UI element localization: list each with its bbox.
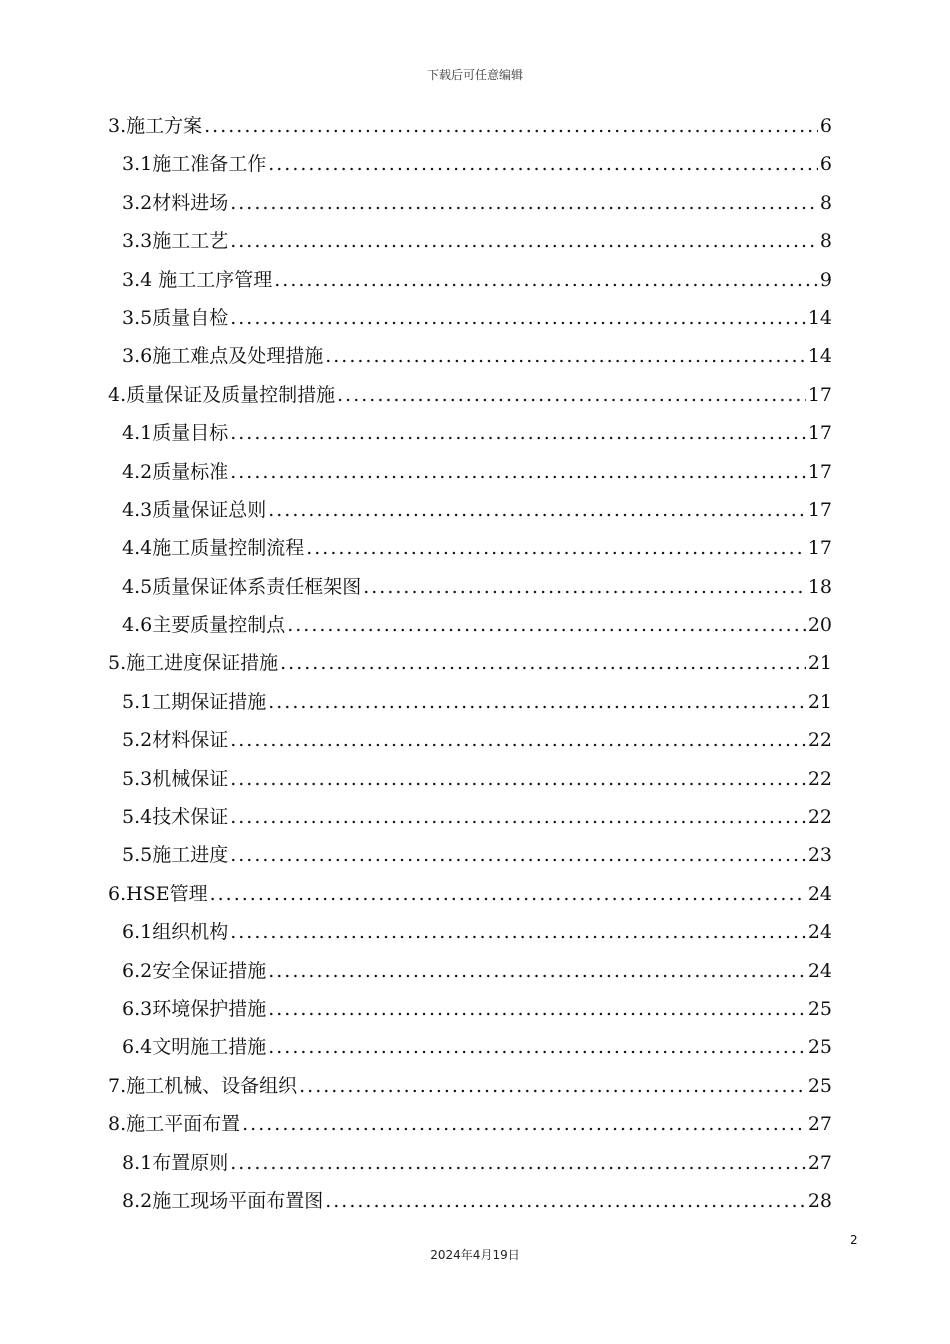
toc-dot-leader — [230, 913, 806, 951]
toc-entry[interactable] — [108, 606, 832, 644]
toc-entry[interactable] — [108, 491, 832, 529]
toc-entry-page: 27 — [807, 1151, 832, 1174]
toc-entry[interactable] — [108, 222, 832, 260]
toc-entry-label: 4.6主要质量控制点 — [122, 614, 286, 637]
toc-dot-leader — [230, 798, 806, 836]
toc-dot-leader — [287, 606, 806, 644]
toc-dot-leader — [325, 1182, 806, 1220]
toc-dot-leader — [230, 222, 818, 260]
page-header: 下载后可任意编辑 — [426, 68, 523, 82]
toc-entry[interactable] — [108, 299, 832, 337]
toc-entry[interactable] — [108, 1028, 832, 1066]
toc-entry-label: 4.2质量标准 — [122, 460, 229, 483]
toc-dot-leader — [325, 337, 806, 375]
toc-entry[interactable] — [108, 836, 832, 874]
toc-entry-label: 5.5施工进度 — [122, 844, 229, 867]
toc-entry[interactable] — [108, 990, 832, 1028]
toc-dot-leader — [268, 491, 806, 529]
page-footer-date: 2024年4月19日 — [430, 1248, 520, 1262]
toc-entry-page: 17 — [807, 422, 832, 445]
toc-entry-page: 17 — [807, 537, 832, 560]
toc-entry-page: 22 — [807, 729, 832, 752]
toc-entry-label: 4.5质量保证体系责任框架图 — [122, 575, 362, 598]
toc-entry-label: 3.1施工准备工作 — [122, 153, 267, 176]
toc-entry-label: 7.施工机械、设备组织 — [108, 1074, 298, 1097]
page-number: 2 — [850, 1233, 858, 1247]
toc-dot-leader — [268, 683, 806, 721]
toc-entry-page: 17 — [807, 460, 832, 483]
toc-entry[interactable] — [108, 337, 832, 375]
toc-entry-label: 6.1组织机构 — [122, 921, 229, 944]
toc-entry-label: 3.施工方案 — [108, 115, 203, 137]
toc-entry-page: 17 — [807, 383, 832, 406]
toc-entry-page: 6 — [819, 153, 832, 176]
toc-dot-leader — [230, 414, 806, 452]
toc-entry-label: 5.1工期保证措施 — [122, 690, 267, 713]
toc-dot-leader — [210, 875, 806, 913]
toc-entry-page: 6 — [819, 115, 832, 137]
toc-dot-leader — [268, 1028, 806, 1066]
toc-entry[interactable] — [108, 376, 832, 414]
toc-entry[interactable] — [108, 798, 832, 836]
toc-dot-leader — [337, 376, 806, 414]
toc-entry[interactable] — [108, 184, 832, 222]
toc-entry-page: 24 — [807, 959, 832, 982]
toc-dot-leader — [230, 721, 806, 759]
toc-dot-leader — [230, 299, 806, 337]
toc-entry[interactable] — [108, 453, 832, 491]
toc-entry-label: 5.3机械保证 — [122, 767, 229, 790]
toc-dot-leader — [268, 990, 806, 1028]
toc-entry-label: 5.2材料保证 — [122, 729, 229, 752]
toc-entry-page: 22 — [807, 767, 832, 790]
toc-entry-page: 8 — [819, 230, 832, 253]
toc-dot-leader — [230, 760, 806, 798]
toc-entry-label: 4.质量保证及质量控制措施 — [108, 383, 336, 406]
toc-entry-page: 28 — [807, 1189, 832, 1212]
toc-dot-leader — [274, 261, 818, 299]
toc-entry[interactable] — [108, 414, 832, 452]
toc-entry-page: 23 — [807, 844, 832, 867]
toc-entry-label: 3.6施工难点及处理措施 — [122, 345, 324, 368]
toc-dot-leader — [230, 1144, 806, 1182]
toc-dot-leader — [268, 952, 806, 990]
toc-entry-label: 3.5质量自检 — [122, 306, 229, 329]
toc-entry-page: 25 — [807, 997, 832, 1020]
toc-entry-label: 4.3质量保证总则 — [122, 498, 267, 521]
toc-entry-page: 21 — [807, 690, 832, 713]
toc-entry-page: 25 — [807, 1074, 832, 1097]
toc-entry-label: 8.2施工现场平面布置图 — [122, 1189, 324, 1212]
toc-dot-leader — [230, 184, 818, 222]
toc-entry-page: 14 — [807, 306, 832, 329]
toc-entry[interactable] — [108, 760, 832, 798]
table-of-contents — [108, 107, 832, 1220]
toc-entry[interactable] — [108, 529, 832, 567]
toc-entry-page: 21 — [807, 652, 832, 675]
toc-entry-page: 24 — [807, 921, 832, 944]
toc-entry-label: 5.4技术保证 — [122, 806, 229, 829]
toc-entry[interactable] — [108, 568, 832, 606]
toc-dot-leader — [242, 1105, 806, 1143]
toc-entry-label: 6.2安全保证措施 — [122, 959, 267, 982]
toc-entry-label: 4.4施工质量控制流程 — [122, 537, 305, 560]
toc-entry-page: 24 — [807, 882, 832, 905]
toc-entry-label: 8.1布置原则 — [122, 1151, 229, 1174]
toc-dot-leader — [306, 529, 806, 567]
toc-entry-label: 6.4文明施工措施 — [122, 1036, 267, 1059]
toc-entry-page: 17 — [807, 498, 832, 521]
toc-entry-page: 27 — [807, 1113, 832, 1136]
toc-dot-leader — [230, 836, 806, 874]
toc-entry[interactable] — [108, 145, 832, 183]
toc-entry[interactable] — [108, 261, 832, 299]
toc-entry[interactable] — [108, 875, 832, 913]
toc-dot-leader — [299, 1067, 806, 1105]
toc-entry-page: 8 — [819, 191, 832, 214]
toc-entry-page: 20 — [807, 614, 832, 637]
toc-entry-page: 9 — [819, 268, 832, 291]
toc-entry-page: 14 — [807, 345, 832, 368]
toc-entry[interactable] — [108, 683, 832, 721]
toc-entry-label: 6.HSE管理 — [108, 882, 208, 905]
toc-entry-label: 3.3施工工艺 — [122, 230, 229, 253]
toc-entry[interactable] — [108, 1105, 832, 1143]
toc-dot-leader — [280, 644, 806, 682]
toc-dot-leader — [268, 145, 818, 183]
toc-entry-page: 22 — [807, 806, 832, 829]
toc-entry[interactable] — [108, 721, 832, 759]
toc-dot-leader — [230, 453, 806, 491]
toc-entry[interactable] — [108, 1144, 832, 1182]
toc-entry-label: 4.1质量目标 — [122, 422, 229, 445]
toc-entry[interactable] — [108, 1182, 832, 1220]
toc-entry[interactable] — [108, 644, 832, 682]
toc-entry-label: 3.4 施工工序管理 — [122, 268, 273, 291]
toc-entry-label: 5.施工进度保证措施 — [108, 652, 279, 675]
toc-entry-label: 3.2材料进场 — [122, 191, 229, 214]
toc-entry-label: 6.3环境保护措施 — [122, 997, 267, 1020]
toc-entry[interactable] — [108, 913, 832, 951]
toc-entry-label: 8.施工平面布置 — [108, 1113, 241, 1136]
toc-dot-leader — [363, 568, 806, 606]
toc-entry-page: 18 — [807, 575, 832, 598]
toc-dot-leader — [204, 107, 818, 145]
toc-entry-page: 25 — [807, 1036, 832, 1059]
toc-entry[interactable] — [108, 1067, 832, 1105]
toc-entry[interactable] — [108, 952, 832, 990]
toc-entry[interactable] — [108, 107, 832, 145]
